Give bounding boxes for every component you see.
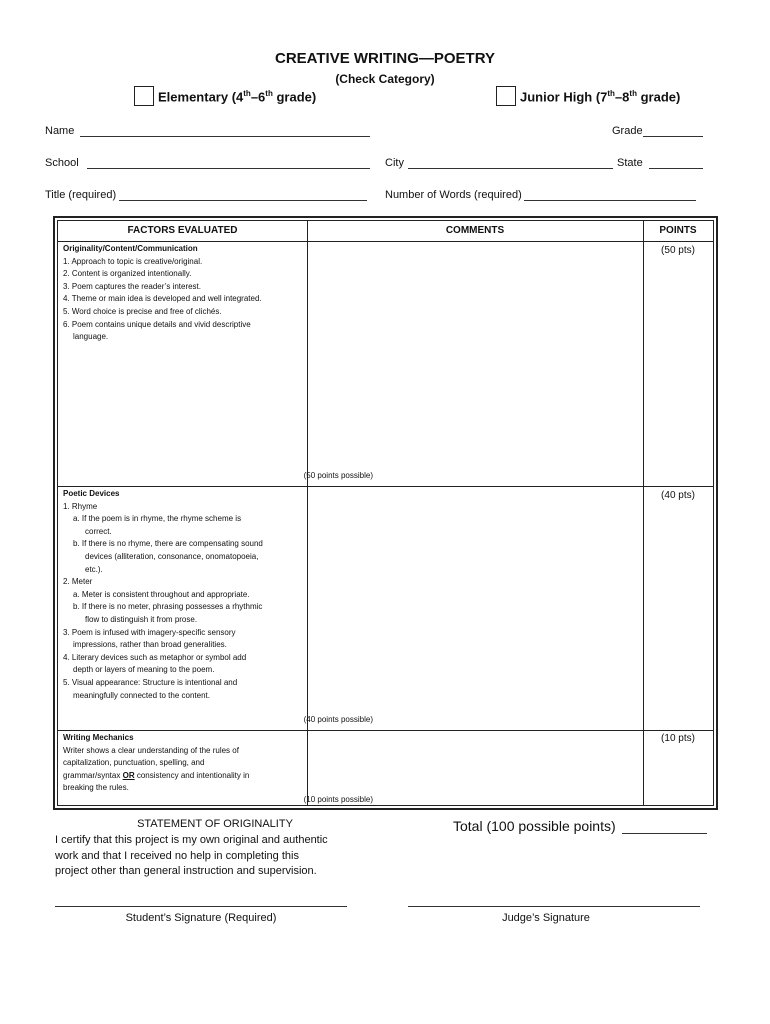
form-subtitle: (Check Category) (335, 72, 435, 86)
word-count-field[interactable] (385, 188, 696, 201)
state-label: State (617, 157, 643, 169)
student-signature-label: Student’s Signature (Required) (125, 912, 277, 924)
comments-header: COMMENTS (445, 225, 505, 236)
name-label: Name (45, 125, 75, 137)
comments-cell-writing-mechanics[interactable] (308, 731, 643, 805)
comments-cell-originality[interactable] (308, 242, 643, 486)
judge-signature-line[interactable] (408, 906, 700, 907)
school-label: School (45, 157, 79, 169)
junior-high-label: Junior High (7th–8th grade) (520, 89, 681, 105)
points-cell-originality[interactable]: (50 pts) (661, 245, 695, 256)
statement-text: I certify that this project is my own original and authentic work and that I received no help in completing this project other than general instruction and supervision. (55, 834, 328, 877)
grade-field[interactable] (612, 124, 703, 137)
student-signature-line[interactable] (55, 906, 347, 907)
points-cell-poetic-devices[interactable]: (40 pts) (661, 490, 695, 501)
points-possible-10: (10 points possible) (303, 795, 373, 804)
points-header: POINTS (659, 225, 697, 236)
name-field[interactable] (45, 124, 370, 137)
points-possible-50: (50 points possible) (303, 471, 373, 480)
junior-high-checkbox[interactable] (496, 86, 516, 106)
school-field[interactable] (45, 156, 370, 169)
grade-label: Grade (612, 125, 643, 137)
points-cell-writing-mechanics[interactable]: (10 pts) (661, 733, 695, 744)
statement-title: STATEMENT OF ORIGINALITY (137, 818, 293, 830)
form-title: CREATIVE WRITING—POETRY (274, 50, 495, 67)
elementary-checkbox[interactable] (134, 86, 154, 106)
word-count-label: Number of Words (required) (385, 189, 522, 201)
factor-writing-mechanics: Writing Mechanics Writer shows a clear understanding of the rules of capitalization, punctuation, spelling, and grammar/syntax OR consistency and intentionality in breaking the rules. (63, 733, 250, 793)
city-field[interactable] (385, 156, 613, 169)
city-label: City (385, 157, 404, 169)
judge-signature-label: Judge’s Signature (502, 912, 590, 924)
state-field[interactable] (617, 156, 703, 169)
title-field[interactable] (45, 188, 367, 201)
total-label: Total (100 possible points) (453, 818, 616, 834)
points-possible-40: (40 points possible) (303, 715, 373, 724)
elementary-label: Elementary (4th–6th grade) (158, 89, 317, 105)
comments-cell-poetic-devices[interactable] (308, 487, 643, 730)
title-label: Title (required) (45, 189, 117, 201)
factor-poetic-devices: Poetic Devices 1. Rhyme a. If the poem is in rhyme, the rhyme scheme is correct. b. If there is no rhyme, there are compensating sound devices (alliteration, consonance, onomatopoeia, etc.). 2. Meter a. Meter is consistent throughout and appropriate. b. If there is no meter, phrasing possesses a rhythmic flow to distinguish it from prose. 3. Poem is infused with imagery-specific sensory impressions, rather than broad generalities. 4. Literary devices such as metaphor or symbol add depth or layers of meaning to the poem. 5. Visual appearance: Structure is intentional and meaningfully connected to the content. (63, 489, 263, 700)
factor-originality: Originality/Content/Communication 1. Approach to topic is creative/original. 2. Content is organized intentionally. 3. Poem captures the reader’s interest. 4. Theme or main idea is developed and well integrated. 5. Word choice is precise and free of clichés. 6. Poem contains unique details and vivid descriptive language. (63, 244, 262, 342)
rubric-table (53, 216, 718, 810)
factors-header: FACTORS EVALUATED (127, 225, 238, 236)
total-field[interactable] (453, 818, 707, 834)
